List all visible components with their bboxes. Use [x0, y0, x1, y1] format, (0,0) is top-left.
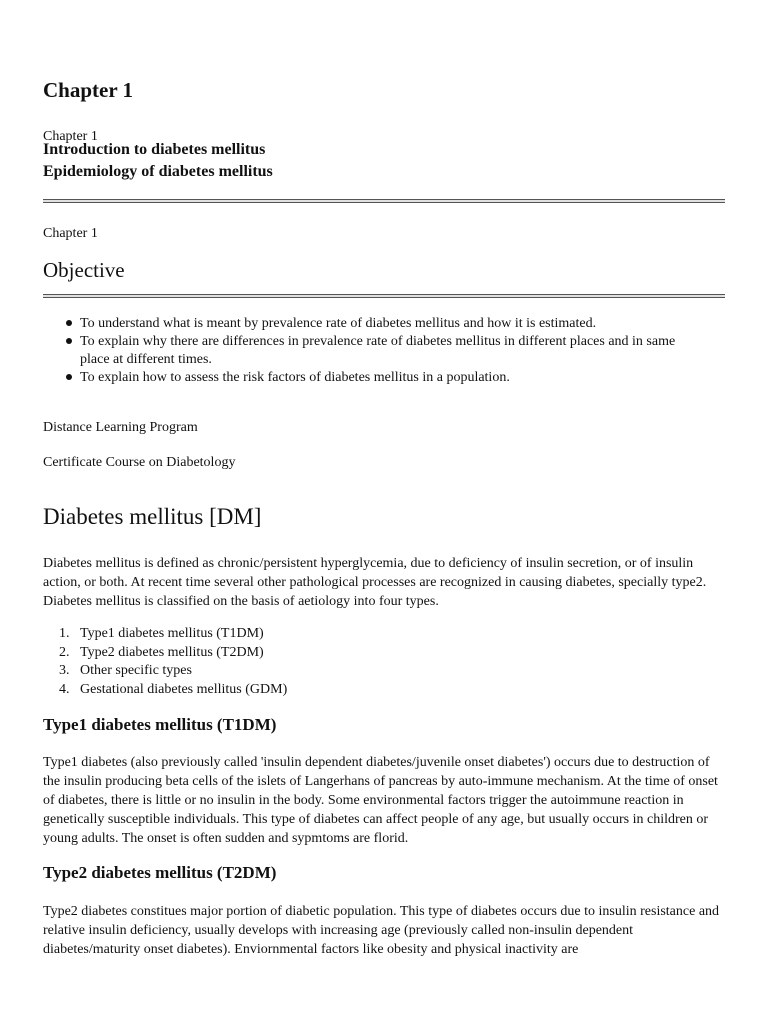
type-label: Other specific types	[80, 663, 192, 678]
course-line: Certificate Course on Diabetology	[43, 455, 236, 470]
objective-text: To explain why there are differences in prevalence rate of diabetes mellitus in different places and in same place at different times.	[80, 334, 676, 367]
list-number: 2.	[59, 644, 70, 660]
dm-types-list	[43, 625, 725, 699]
t1dm-paragraph: Type1 diabetes (also previously called 'insulin dependent diabetes/juvenile onset diabetes') occurs due to destruction of the insulin producing beta cells of the islets of Langerhans of pancreas by auto-immune mechanism. At the time of onset of diabetes, there is little or no insulin in the body. Some environmental factors trigger the autoimmune reaction in genetically susceptible individuals. This type of diabetes can affect people of any age, but usually occurs in children or young adults. The onset is often sudden and sypmtoms are florid.	[43, 755, 718, 846]
bullet-icon	[66, 338, 72, 344]
dm-intro-paragraph: Diabetes mellitus is defined as chronic/persistent hyperglycemia, due to deficiency of insulin secretion, or of insulin action, or both. At recent time several other pathological processes are recognized in causing diabetes, specially type2. Diabetes mellitus is classified on the basis of aetiology into four types.	[43, 556, 707, 609]
t2dm-heading: Type2 diabetes mellitus (T2DM)	[43, 863, 277, 882]
chapter-label: Chapter 1	[43, 129, 98, 144]
list-item	[43, 315, 725, 333]
divider	[43, 199, 725, 203]
toc-link-epidemiology[interactable]: Epidemiology of diabetes mellitus	[43, 163, 273, 180]
bullet-icon	[66, 374, 72, 380]
type-label: Type2 diabetes mellitus (T2DM)	[80, 644, 264, 660]
objective-list	[43, 315, 725, 387]
list-item	[43, 333, 725, 369]
dm-heading: Diabetes mellitus [DM]	[43, 504, 262, 529]
toc-link-introduction[interactable]: Introduction to diabetes mellitus	[43, 141, 266, 158]
list-item	[43, 625, 725, 644]
program-line: Distance Learning Program	[43, 420, 198, 435]
list-item	[43, 662, 725, 681]
divider	[43, 294, 725, 298]
type-label: Type1 diabetes mellitus (T1DM)	[80, 626, 264, 641]
list-number: 4.	[59, 681, 70, 697]
list-number: 1.	[59, 626, 70, 641]
list-item	[43, 681, 725, 700]
objective-heading: Objective	[43, 258, 125, 282]
objective-text: To explain how to assess the risk factors of diabetes mellitus in a population.	[80, 370, 510, 385]
chapter-title: Chapter 1	[43, 78, 134, 102]
t1dm-heading: Type1 diabetes mellitus (T1DM)	[43, 715, 277, 734]
objective-text: To understand what is meant by prevalence rate of diabetes mellitus and how it is estimated.	[80, 316, 597, 331]
list-item	[43, 644, 725, 663]
list-item	[43, 369, 725, 387]
bullet-icon	[66, 320, 72, 326]
list-number: 3.	[59, 663, 70, 678]
section-label: Chapter 1	[43, 226, 98, 241]
t2dm-paragraph: Type2 diabetes constitues major portion of diabetic population. This type of diabetes occurs due to insulin resistance and relative insulin deficiency, usually develops with increasing age (previously called non-insulin dependent diabetes/maturity onset diabetes). Enviornmental factors like obesity and physical inactivity are	[43, 904, 720, 957]
type-label: Gestational diabetes mellitus (GDM)	[80, 681, 288, 697]
